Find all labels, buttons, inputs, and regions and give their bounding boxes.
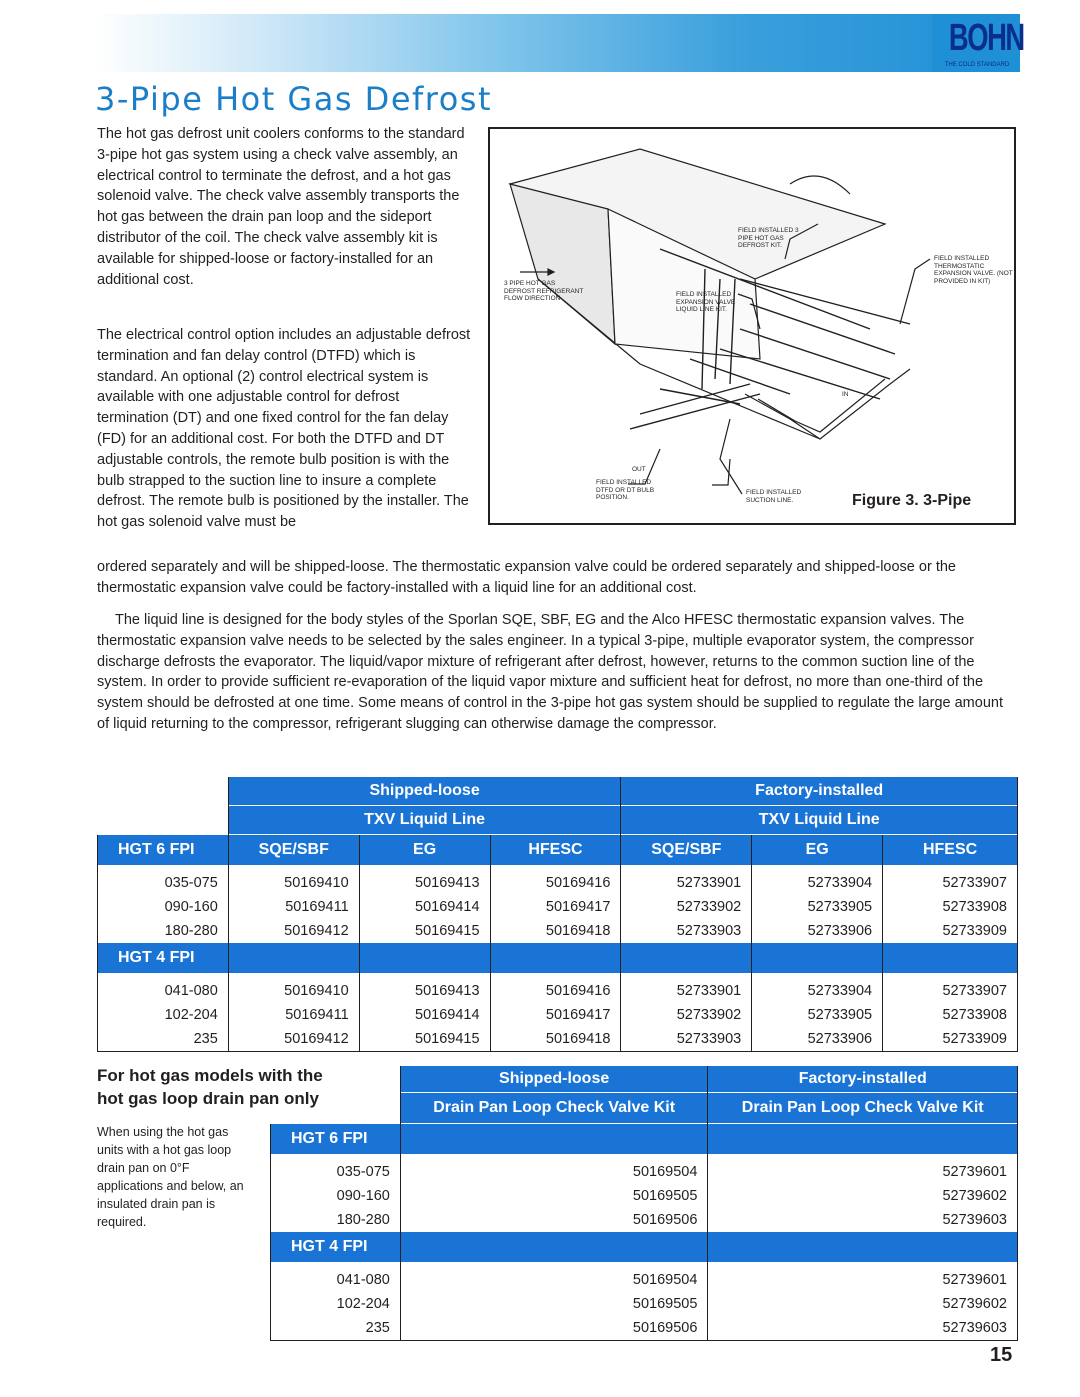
part-cell: 52733909: [883, 1027, 1018, 1052]
sub-header-txv-left: TXV Liquid Line: [228, 806, 621, 835]
part-cell: 52733903: [621, 1027, 752, 1052]
model-cell: 090-160: [98, 895, 229, 919]
part-cell: 52733908: [883, 1003, 1018, 1027]
section-fill: [708, 1232, 1018, 1262]
brand-name: BOHN: [948, 17, 1024, 59]
part-cell: 50169505: [400, 1184, 708, 1208]
model-cell: 041-080: [271, 1262, 401, 1292]
table-row: [98, 895, 1018, 919]
table-row: [271, 1316, 1018, 1341]
sub-header-txv-right: TXV Liquid Line: [621, 806, 1018, 835]
figure-3-pipe: [488, 127, 1016, 525]
page-number: 15: [990, 1344, 1013, 1366]
table-row: [271, 1184, 1018, 1208]
part-cell: 50169417: [490, 895, 621, 919]
part-cell: 52733903: [621, 919, 752, 943]
model-cell: 090-160: [271, 1184, 401, 1208]
section-fill: [490, 943, 621, 973]
txv-liquid-line-table: [97, 777, 1018, 1052]
label-out: OUT: [632, 466, 646, 473]
part-cell: 50169505: [400, 1292, 708, 1316]
part-cell: 52739602: [708, 1292, 1018, 1316]
label-exp-valve-kit: FIELD INSTALLED EXPANSION VALVE LIQUID LINE KIT.: [676, 291, 736, 313]
part-cell: 52733901: [621, 865, 752, 895]
paragraph-intro: The hot gas defrost unit coolers conforms to the standard 3-pipe hot gas system using a check valve assembly, an electrical control to terminate the defrost, and a hot gas solenoid valve. The check valve assembly transports the hot gas between the drain pan loop and the sideport distributor of the coil. The check valve assembly kit is available for shipped-loose or factory-installed for an additional cost.: [97, 126, 465, 288]
model-cell: 102-204: [98, 1003, 229, 1027]
part-cell: 50169416: [490, 865, 621, 895]
section-fill: [228, 943, 359, 973]
part-cell: 52733906: [752, 919, 883, 943]
hgt6-rows: [98, 865, 1018, 943]
model-cell: 035-075: [98, 865, 229, 895]
part-cell: 52739602: [708, 1184, 1018, 1208]
drain-pan-heading-line1: For hot gas models with the: [97, 1066, 323, 1085]
model-cell: 180-280: [271, 1208, 401, 1232]
model-cell: 235: [271, 1316, 401, 1341]
section-fill: [400, 1232, 708, 1262]
part-cell: 52733908: [883, 895, 1018, 919]
label-dtfd-bulb: FIELD INSTALLED DTFD OR DT BULB POSITION.: [596, 479, 655, 501]
model-cell: 102-204: [271, 1292, 401, 1316]
part-cell: 52733905: [752, 1003, 883, 1027]
part-cell: 50169414: [359, 895, 490, 919]
part-cell: 50169418: [490, 919, 621, 943]
section-fill: [752, 943, 883, 973]
table-row: [98, 973, 1018, 1003]
part-cell: 52733907: [883, 973, 1018, 1003]
part-cell: 52733906: [752, 1027, 883, 1052]
part-cell: 52739601: [708, 1262, 1018, 1292]
col-header-sqe-sbf: SQE/SBF: [621, 835, 752, 865]
group-header-shipped-loose: Shipped-loose: [400, 1066, 708, 1093]
part-cell: 50169413: [359, 973, 490, 1003]
label-in: IN: [842, 391, 849, 398]
insulated-pan-note: When using the hot gas units with a hot gas loop drain pan on 0°F applications and below, an insulated drain pan is required.: [97, 1125, 244, 1229]
part-cell: 50169418: [490, 1027, 621, 1052]
part-cell: 52733901: [621, 973, 752, 1003]
table-row: [271, 1292, 1018, 1316]
table-row: [98, 919, 1018, 943]
part-cell: 50169411: [228, 895, 359, 919]
table-row: [271, 1208, 1018, 1232]
section-fill: [400, 1124, 708, 1154]
part-cell: 52733905: [752, 895, 883, 919]
part-cell: 52739601: [708, 1154, 1018, 1184]
part-cell: 50169411: [228, 1003, 359, 1027]
label-suction-line: FIELD INSTALLED SUCTION LINE.: [746, 489, 802, 504]
part-cell: 52739603: [708, 1208, 1018, 1232]
part-cell: 50169410: [228, 973, 359, 1003]
part-cell: 50169504: [400, 1262, 708, 1292]
table-row: [98, 1027, 1018, 1052]
header-banner: [95, 14, 1024, 72]
section-label-hgt4: HGT 4 FPI: [271, 1232, 401, 1262]
part-cell: 50169413: [359, 865, 490, 895]
section-fill: [883, 943, 1018, 973]
table-row: [98, 865, 1018, 895]
table-row: [98, 1003, 1018, 1027]
model-cell: 035-075: [271, 1154, 401, 1184]
model-cell: 041-080: [98, 973, 229, 1003]
col-header-sqe-sbf: SQE/SBF: [228, 835, 359, 865]
part-cell: 52733902: [621, 895, 752, 919]
unit-cooler-diagram: [490, 129, 1014, 523]
part-cell: 50169506: [400, 1316, 708, 1341]
figure-caption: Figure 3. 3-Pipe: [852, 492, 972, 509]
col-header-eg: EG: [752, 835, 883, 865]
part-cell: 50169416: [490, 973, 621, 1003]
part-cell: 52733907: [883, 865, 1018, 895]
drain-pan-check-valve-table: [270, 1066, 1018, 1341]
model-cell: 180-280: [98, 919, 229, 943]
part-cell: 50169504: [400, 1154, 708, 1184]
model-cell: 235: [98, 1027, 229, 1052]
part-cell: 52733904: [752, 865, 883, 895]
group-header-factory-installed: Factory-installed: [708, 1066, 1018, 1093]
section-label-hgt6: HGT 6 FPI: [98, 835, 229, 865]
col-header-hfesc: HFESC: [883, 835, 1018, 865]
part-cell: 52733902: [621, 1003, 752, 1027]
table-row: [271, 1154, 1018, 1184]
part-cell: 50169415: [359, 1027, 490, 1052]
section-fill: [708, 1124, 1018, 1154]
section-fill: [359, 943, 490, 973]
col-header-eg: EG: [359, 835, 490, 865]
part-cell: 50169506: [400, 1208, 708, 1232]
table-row: [271, 1262, 1018, 1292]
col-header-hfesc: HFESC: [490, 835, 621, 865]
part-cell: 50169417: [490, 1003, 621, 1027]
group-header-factory-installed: Factory-installed: [621, 777, 1018, 806]
part-cell: 52733909: [883, 919, 1018, 943]
section-fill: [621, 943, 752, 973]
section-label-hgt4: HGT 4 FPI: [98, 943, 229, 973]
part-cell: 50169412: [228, 919, 359, 943]
drain-pan-heading-line2: hot gas loop drain pan only: [97, 1089, 319, 1108]
page-title: 3-Pipe Hot Gas Defrost: [95, 80, 493, 118]
part-cell: 50169410: [228, 865, 359, 895]
label-hot-gas-kit: FIELD INSTALLED 3 PIPE HOT GAS DEFROST KIT.: [738, 227, 799, 249]
sub-header-check-valve-right: Drain Pan Loop Check Valve Kit: [708, 1093, 1018, 1124]
part-cell: 50169415: [359, 919, 490, 943]
sub-header-check-valve-left: Drain Pan Loop Check Valve Kit: [400, 1093, 708, 1124]
brand-tagline: THE COLD STANDARD: [944, 62, 1010, 68]
part-cell: 52733904: [752, 973, 883, 1003]
label-field-txv: FIELD INSTALLED THERMOSTATIC EXPANSION VALVE. (NOT PROVIDED IN KIT): [934, 255, 1013, 285]
part-cell: 50169412: [228, 1027, 359, 1052]
hgt4-rows: [98, 973, 1018, 1052]
label-flow-direction: 3 PIPE HOT GAS DEFROST REFRIGERANT FLOW DIRECTION: [504, 280, 584, 302]
paragraph-electrical-cont: ordered separately and will be shipped-loose. The thermostatic expansion valve could be ordered separately and shipped-loose or the thermostatic expansion valve could be factory-installed with a liquid line for an additional cost.: [97, 559, 956, 596]
section-label-hgt6: HGT 6 FPI: [271, 1124, 401, 1154]
paragraph-liquid-line: The liquid line is designed for the body styles of the Sporlan SQE, SBF, EG and the Alco HFESC thermostatic expansion valves. The thermostatic expansion valve needs to be selected by the sales engineer. In a typical 3-pipe, multiple evaporator system, the compressor discharge defrosts the evaporator. The liquid/vapor mixture of refrigerant after defrost, however, returns to the common suction line of the system. In order to provide sufficient re-evaporation of the liquid vapor mixture and sufficient heat for defrost, no more than one-third of the system should be defrosted at one time. Some means of control in the 3-pipe hot gas system should be supplied to regulate the large amount of liquid returning to the compressor, refrigerant slugging can otherwise damage the compressor.: [97, 612, 1003, 732]
part-cell: 52739603: [708, 1316, 1018, 1341]
part-cell: 50169414: [359, 1003, 490, 1027]
paragraph-electrical: The electrical control option includes an adjustable defrost termination and fan delay control (DTFD) which is standard. An optional (2) control electrical system is available with one adjustable control for defrost termination (DT) and one fixed control for the fan delay (FD) for an additional cost. For both the DTFD and DT adjustable controls, the remote bulb position is with the bulb strapped to the suction line to insure a complete defrost. The remote bulb is positioned by the installer. The hot gas solenoid valve must be: [97, 327, 471, 531]
group-header-shipped-loose: Shipped-loose: [228, 777, 621, 806]
